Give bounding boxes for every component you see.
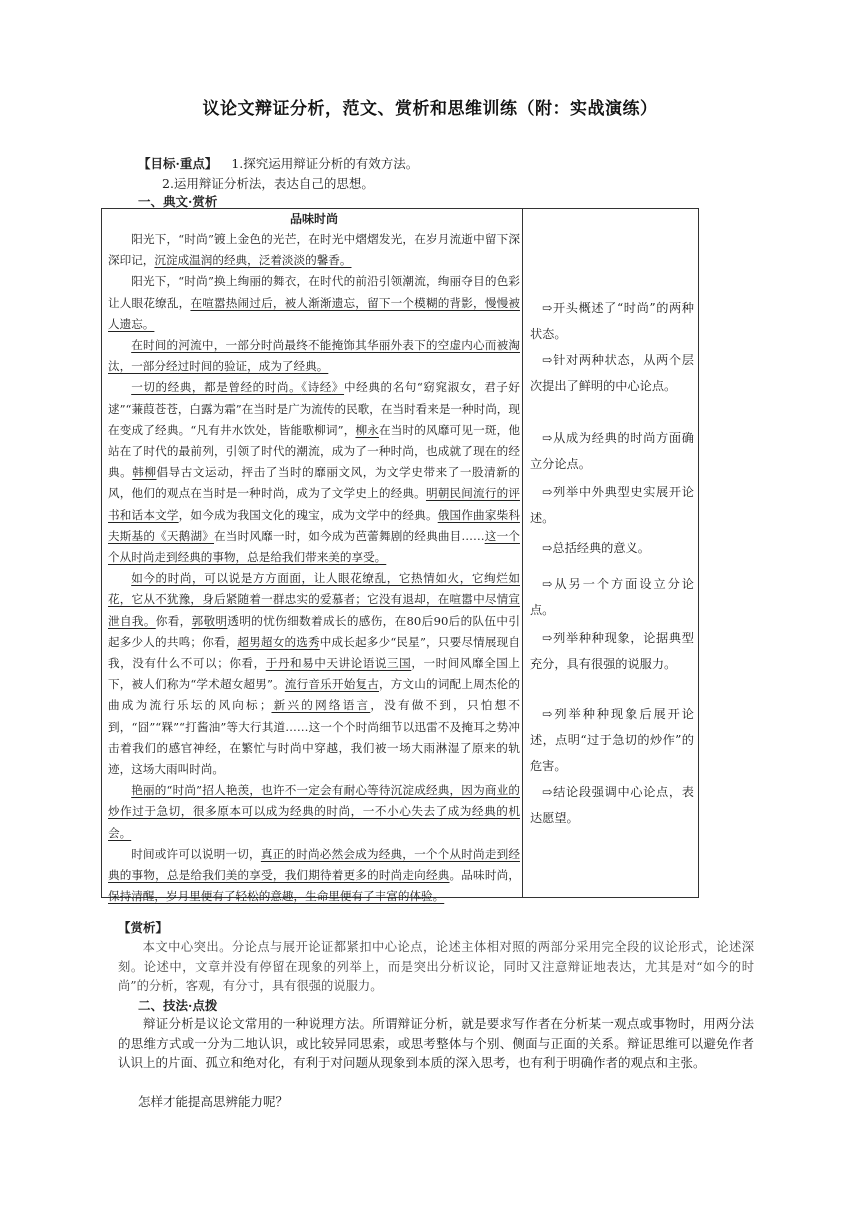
page-title: 议论文辩证分析，范文、赏析和思维训练（附：实战演练）	[202, 99, 658, 119]
underlined-phrase: 这一个个从时尚走到经典的事物，总是给我们带来美的享受。	[108, 528, 520, 565]
underlined-phrase: 真正的时尚必然会成为经典，一个个从时尚走到经典的事物，总是给我们美的享受，我们期待着更多的时尚走向经典	[108, 846, 520, 883]
underlined-phrase: 于丹和易中天讲论语说三国	[265, 656, 412, 671]
margin-note: ⇨开头概述了“时尚”的两种状态。	[530, 301, 694, 341]
underlined-phrase: 郭敬明	[191, 613, 228, 628]
underlined-phrase: 超男超女的选秀	[237, 634, 320, 649]
essay-paragraph	[108, 377, 520, 568]
margin-note: ⇨从成为经典的时尚方面确立分论点。	[530, 431, 694, 471]
text-run: 你看，	[155, 613, 192, 628]
essay-table	[101, 208, 699, 904]
goals-label: 【目标·重点】	[138, 156, 218, 171]
section-2-heading: 二、技法·点拨	[138, 998, 218, 1013]
text-run: 。品味时尚，	[449, 868, 520, 883]
text-run: 倡导古文运动，抨击了当时的靡丽文风，为文学史带来了一股清新的风，他们的观点在当时是一种时尚，成为了文学史上的经典。	[108, 465, 520, 501]
technique-body: 辩证分析是议论文常用的一种说理方法。所谓辩证分析，就是要求写作者在分析某一观点或事物时，用两分法的思维方式或一分为二地认识，或比较异同思索，或思考整体与个别、侧面与正面的关系。辩证思维可以避免作者认识上的片面、孤立和绝对化，有利于对问题从现象到本质的深入思考，也有利于明确作者的观点和主张。	[118, 1016, 754, 1070]
underlined-phrase: 柳永	[355, 422, 379, 437]
text-run: 在当时的风靡可见一斑，他站在了时代的最前列，引领了时代的潮流，成为了一种时尚，也成就了现在的经典。	[108, 422, 520, 480]
underlined-phrase: 在喧嚣热闹过后，被人渐渐遗忘，留下一个模糊的背影，慢慢被人遗忘。	[108, 295, 520, 331]
text-run: 阳光下，“时尚”镀上金色的光芒，在时光中熠熠发光，在岁月流逝中留下深深印记，	[108, 232, 520, 268]
analysis-body: 本文中心突出。分论点与展开论证都紧扣中心论点，论述主体相对照的两部分采用完全段的议论形式，论述深刻。论述中，文章并没有停留在现象的列举上，而是突出分析议论，同时又注意辩证地表达，尤其是对“如今的时尚”的分析，客观，有分寸，具有很强的说服力。	[118, 940, 754, 993]
margin-note: ⇨列举种种现象，论据典型充分，具有很强的说服力。	[530, 631, 694, 671]
text-run: ，一时间风靡全国上下，被人们称为“学术超女超男”。	[108, 656, 520, 692]
underlined-phrase: 如今的时尚，可以说是方方面面，让人眼花缭乱，它热情如火，它绚烂如花，它从不犹豫，身后紧随着一群忠实的爱慕者；它没有退却，在喧嚣中尽情宣泄自我。	[108, 571, 520, 628]
text-run: 中成长起多少“民星”，只要尽情展现自我，没有什么不可以；你看，	[108, 634, 520, 671]
margin-note: ⇨从另一个方面设立分论点。	[530, 577, 694, 617]
margin-note: ⇨总括经典的意义。	[542, 541, 650, 555]
underlined-phrase: 明朝民间流行的评书和话本文学	[108, 486, 520, 522]
underlined-phrase: 艳丽的“时尚”招人艳羡，也许不一定会有耐心等待沉淀成经典，因为商业的炒作过于急切，很多原本可以成为经典的时尚，一不小心失去了成为经典的机会。	[108, 783, 520, 840]
text-run: ，如今成为我国文化的瑰宝，成为文学中的经典。	[178, 507, 438, 522]
text-run: 时间或许可以说明一切，	[131, 846, 261, 861]
underlined-phrase: 《诗经》	[301, 380, 345, 395]
essay-paragraph	[108, 271, 520, 335]
underlined-phrase: 新兴的网络语言	[271, 698, 371, 713]
text-run: 阳光下，“时尚”换上绚丽的舞衣，在时代的前沿引领潮流，绚丽夺目的色彩让人眼花缭乱，	[108, 274, 520, 310]
analysis-heading: 【赏析】	[118, 920, 169, 935]
underlined-phrase: 韩柳	[132, 465, 157, 480]
margin-note: ⇨结论段强调中心论点，表达愿望。	[530, 785, 694, 825]
underlined-phrase: 在时间的河流中，一部分时尚最终不能掩饰其华丽外表下的空虚内心而被淘汰，一部分经过时间的验证，成为了经典。	[108, 338, 520, 374]
question-line: 怎样才能提高思辨能力呢？	[138, 1094, 289, 1109]
section-1-heading: 一、典文·赏析	[138, 194, 218, 209]
text-run: 在当时风靡一时，如今成为芭蕾舞剧的经典曲目……	[214, 528, 485, 543]
underlined-phrase: 一切的经典，都是曾经的时尚。	[131, 380, 302, 395]
goal-item-1: 1.探究运用辩证分析的有效方法。	[231, 156, 419, 171]
essay-paragraph	[108, 229, 520, 271]
underlined-phrase: 保持清醒，岁月里便有了轻松的意趣，生命里便有了丰富的体验。	[108, 889, 445, 904]
margin-note: ⇨针对两种状态，从两个层次提出了鲜明的中心论点。	[530, 353, 694, 393]
underlined-phrase: 俄国作曲家柴科夫斯基的《天鹅湖》	[108, 507, 520, 543]
text-run: 透明的忧伤细数着成长的感伤，在80后90后的队伍中引起多少人的共鸣；你看，	[108, 613, 520, 649]
underlined-phrase: 流行音乐开始复古	[284, 677, 379, 692]
underlined-phrase: 沉淀成温润的经典，泛着淡淡的馨香。	[154, 253, 352, 268]
column-divider	[522, 209, 523, 897]
essay-paragraph	[108, 844, 520, 908]
text-run: ，没有做不到，只怕想不到，“囧”“槑”“打酱油”等大行其道……这一个个时尚细节以迅雷不及掩耳之势冲击着我们的感官神经，在繁忙与时尚中穿越，我们被一场大雨淋湿了原来的轨迹，这场大雨叫时尚。	[108, 698, 520, 777]
goals-line-1	[138, 154, 418, 172]
goal-item-2: 2.运用辩证分析法，表达自己的思想。	[162, 176, 374, 191]
essay-paragraph	[108, 780, 520, 844]
essay-paragraph	[108, 335, 520, 377]
margin-note: ⇨列举中外典型史实展开论述。	[530, 485, 694, 525]
text-run: 中经典的名句“窈窕淑女，君子好逑”“蒹葭苍苍，白露为霜”在当时是广为流传的民歌，在当时看来是一种时尚，现在变成了经典。“凡有井水饮处，皆能歌柳词”，	[108, 380, 520, 437]
essay-column	[108, 209, 520, 908]
margin-note: ⇨列举种种现象后展开论述，点明“过于急切的炒作”的危害。	[530, 707, 694, 773]
essay-paragraph	[108, 568, 520, 780]
text-run: ，方文山的词配上周杰伦的曲成为流行乐坛的风向标；	[108, 677, 520, 713]
essay-title: 品味时尚	[289, 212, 338, 226]
